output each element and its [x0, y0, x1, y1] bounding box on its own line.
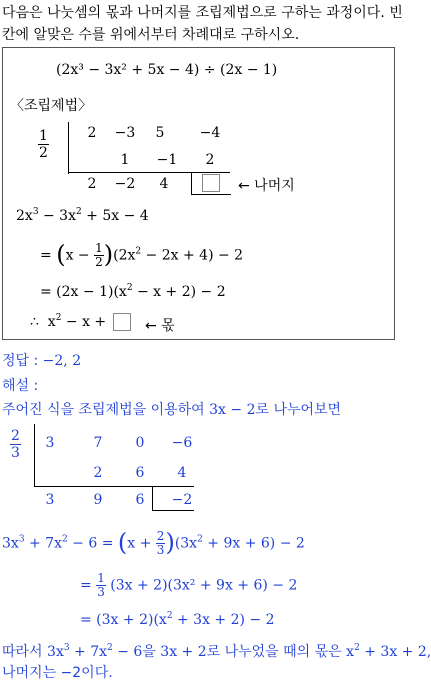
- equation-line-2: = (x − $\frac{1}{2}$ )$(2x^2 - 2x + 4) - 2$: [40, 240, 244, 269]
- exp-divisor-fraction: $\frac{2}{3}$: [11, 428, 20, 461]
- e-row2-cell: 2: [93, 465, 103, 481]
- q-row2-cell: 2: [205, 152, 215, 168]
- q-row2-cell: 1: [120, 152, 130, 168]
- exp-division-bar-vertical: [34, 424, 35, 486]
- e-row1-cell: 7: [93, 435, 103, 451]
- remainder-corner-bottom: [191, 194, 231, 195]
- division-bar-horizontal: [68, 172, 230, 173]
- e-row1-cell: −6: [171, 435, 193, 451]
- e-row2-cell: 6: [135, 465, 145, 481]
- q-row1-cell: 2: [87, 125, 97, 141]
- method-label: 〈조립제법〉: [10, 98, 93, 114]
- question-line-1: 다음은 나눗셈의 몫과 나머지를 조립제법으로 구하는 과정이다. 빈: [2, 5, 403, 21]
- e-row1-cell: 3: [45, 435, 55, 451]
- q-row3-cell: 2: [87, 176, 97, 192]
- e-row1-cell: 0: [135, 435, 145, 451]
- equation-line-4: ∴ $x^2 - x$ +: [30, 313, 107, 330]
- exp-remainder-corner-bottom: [152, 510, 194, 511]
- e-row3-cell: 6: [135, 492, 145, 508]
- answer-line: [2, 350, 81, 370]
- conclusion-line-1: 따라서 $3x^3 + 7x^2 - 6$을 3x + 2로 나누었을 때의 몫은 $x^2 + 3x + 2$,: [2, 643, 431, 660]
- division-expression: (2x³ − 3x² + 5x − 4) ÷ (2x − 1): [56, 62, 278, 78]
- remainder-label: ← 나머지: [238, 178, 295, 194]
- divisor-fraction: $\frac{1}{2}$: [39, 128, 48, 161]
- q-row3-cell: 4: [159, 176, 169, 192]
- remainder-blank[interactable]: [202, 174, 220, 192]
- e-row2-cell: 4: [177, 465, 187, 481]
- exp-equation-line-3: = $(3x + 2)(x^2 + 3x + 2) - 2$: [80, 611, 275, 628]
- quotient-label: ← 몫: [145, 318, 175, 334]
- explanation-intro: 주어진 식을 조립제법을 이용하여 3x − 2로 나누어보면: [2, 402, 342, 418]
- quotient-blank[interactable]: [113, 313, 131, 331]
- e-row3-cell: 9: [93, 492, 103, 508]
- answer-value: −2, 2: [42, 353, 82, 369]
- e-row3-cell: −2: [171, 492, 193, 508]
- equation-line-1: $2x^3 - 3x^2 + 5x - 4$: [16, 207, 149, 224]
- q-row1-cell: 5: [155, 125, 165, 141]
- equation-line-3: = $(2x - 1)(x^2 - x + 2) - 2$: [40, 283, 226, 300]
- conclusion-line-2: 나머지는 −2이다.: [2, 665, 113, 681]
- remainder-corner: [191, 172, 192, 194]
- question-line-2: 칸에 알맞은 수를 위에서부터 차례대로 구하시오.: [2, 27, 300, 43]
- exp-division-bar-horizontal: [34, 486, 194, 487]
- exp-remainder-corner: [152, 486, 153, 510]
- q-row2-cell: −1: [156, 152, 178, 168]
- division-bar-vertical: [68, 122, 69, 174]
- explanation-label: 해설 :: [2, 378, 39, 394]
- answer-label: 정답 :: [2, 353, 43, 369]
- q-row1-cell: −4: [199, 125, 221, 141]
- e-row3-cell: 3: [45, 492, 55, 508]
- q-row3-cell: −2: [114, 176, 136, 192]
- q-row1-cell: −3: [114, 125, 136, 141]
- exp-equation-line-2: = $\frac{1}{3}$ (3x + 2)(3x² + 9x + 6) − 2: [80, 571, 298, 599]
- exp-equation-line-1: $3x^3 + 7x^2 - 6 = (x$ + $\frac{2}{3}$ )$(3x^2 + 9x + 6) - 2$: [2, 528, 305, 557]
